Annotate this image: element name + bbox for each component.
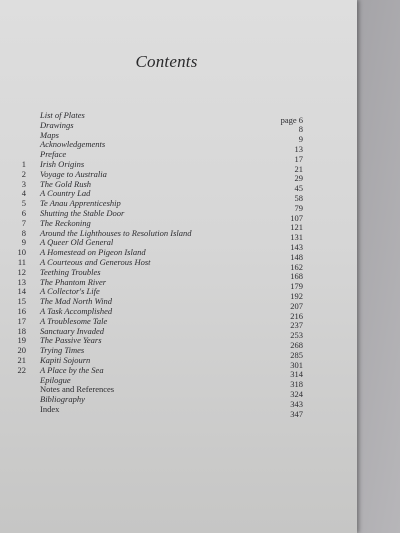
page-number: 343 <box>290 398 303 409</box>
chapter-number: 19 <box>17 335 26 346</box>
page-number: 8 <box>298 124 303 135</box>
page-number: 17 <box>294 153 303 164</box>
chapter-number: 11 <box>17 256 26 267</box>
chapter-number: 16 <box>17 305 26 316</box>
entry-title: Teething Troubles <box>40 266 101 277</box>
page-number: 79 <box>294 202 303 213</box>
page-number: 21 <box>294 163 303 174</box>
chapter-number: 18 <box>17 325 26 336</box>
page-number: 162 <box>290 261 303 272</box>
page-number: 314 <box>290 369 303 380</box>
page-number: 29 <box>294 173 303 184</box>
page-number: 148 <box>290 251 303 262</box>
page-number: 45 <box>294 183 303 194</box>
entry-title: The Mad North Wind <box>40 296 113 307</box>
chapter-number: 22 <box>17 364 26 375</box>
page-number: 9 <box>298 134 303 145</box>
page-number: 301 <box>290 359 303 370</box>
entry-title: The Gold Rush <box>40 178 91 189</box>
entry-title: The Passive Years <box>40 335 102 346</box>
chapter-number: 8 <box>21 227 26 238</box>
page-number: 253 <box>290 330 303 341</box>
entry-title: Te Anau Apprenticeship <box>40 198 121 209</box>
entry-title: Index <box>40 403 60 414</box>
chapter-number: 10 <box>17 247 26 258</box>
entry-title: A Place by the Sea <box>40 364 104 375</box>
entry-title: Kapiti Sojourn <box>40 354 91 365</box>
entry-title: List of Plates <box>40 110 85 120</box>
chapter-number: 7 <box>21 217 26 228</box>
entry-title: A Country Lad <box>40 188 91 199</box>
chapter-number: 17 <box>17 315 26 326</box>
entry-title: Maps <box>40 129 59 140</box>
page-number: 143 <box>290 241 303 252</box>
page-number: 13 <box>294 143 303 154</box>
entry-title: Drawings <box>40 119 74 130</box>
entry-title: A Task Accomplished <box>40 305 113 316</box>
page-number: 207 <box>290 300 303 311</box>
chapter-number: 12 <box>17 266 26 277</box>
page-number: 168 <box>290 271 303 282</box>
entry-title: A Collector's Life <box>40 286 100 297</box>
chapter-number: 4 <box>21 188 26 199</box>
chapter-number: 20 <box>17 345 26 356</box>
entry-title: Around the Lighthouses to Resolution Island <box>40 227 192 238</box>
page-number: page 6 <box>280 114 303 125</box>
entry-title: The Phantom River <box>40 276 107 287</box>
entry-title: Trying Times <box>40 345 85 356</box>
chapter-number: 1 <box>21 158 26 169</box>
chapter-number: 15 <box>17 296 26 307</box>
page-title: Contents <box>135 52 198 71</box>
entry-title: Preface <box>40 149 67 160</box>
entry-title: Notes and References <box>40 384 115 395</box>
page-number: 237 <box>290 320 303 331</box>
contents-list <box>0 110 357 419</box>
entry-title: Epilogue <box>40 374 71 385</box>
entry-title: A Homestead on Pigeon Island <box>40 247 146 258</box>
chapter-number: 2 <box>21 168 26 179</box>
page-number: 347 <box>290 408 303 419</box>
entry-title: Acknowledgements <box>40 139 106 150</box>
chapter-number: 5 <box>21 198 26 209</box>
page-number: 107 <box>290 212 303 223</box>
page-number: 285 <box>290 349 303 360</box>
page-number: 268 <box>290 339 303 350</box>
page-number: 318 <box>290 379 303 390</box>
entry-title: A Queer Old General <box>40 237 114 248</box>
page-number: 58 <box>294 192 303 203</box>
chapter-number: 14 <box>17 286 26 297</box>
entry-title: A Troublesome Tale <box>40 315 108 326</box>
page-number: 121 <box>290 222 303 233</box>
page-number: 179 <box>290 281 303 292</box>
chapter-number: 21 <box>17 354 26 365</box>
chapter-number: 9 <box>21 237 26 248</box>
entry-title: Shutting the Stable Door <box>40 207 125 218</box>
page-number: 192 <box>290 290 303 301</box>
entry-title: Sanctuary Invaded <box>40 325 104 336</box>
page-number: 216 <box>290 310 303 321</box>
page-number: 131 <box>290 232 303 243</box>
entry-title: Bibliography <box>40 394 85 405</box>
entry-title: A Courteous and Generous Host <box>40 256 151 267</box>
chapter-number: 3 <box>21 178 26 189</box>
chapter-number: 13 <box>17 276 26 287</box>
entry-title: Irish Origins <box>40 158 85 169</box>
entry-title: Voyage to Australia <box>40 168 107 179</box>
chapter-number: 6 <box>21 207 26 218</box>
page-number: 324 <box>290 388 303 399</box>
entry-title: The Reckoning <box>40 217 91 228</box>
